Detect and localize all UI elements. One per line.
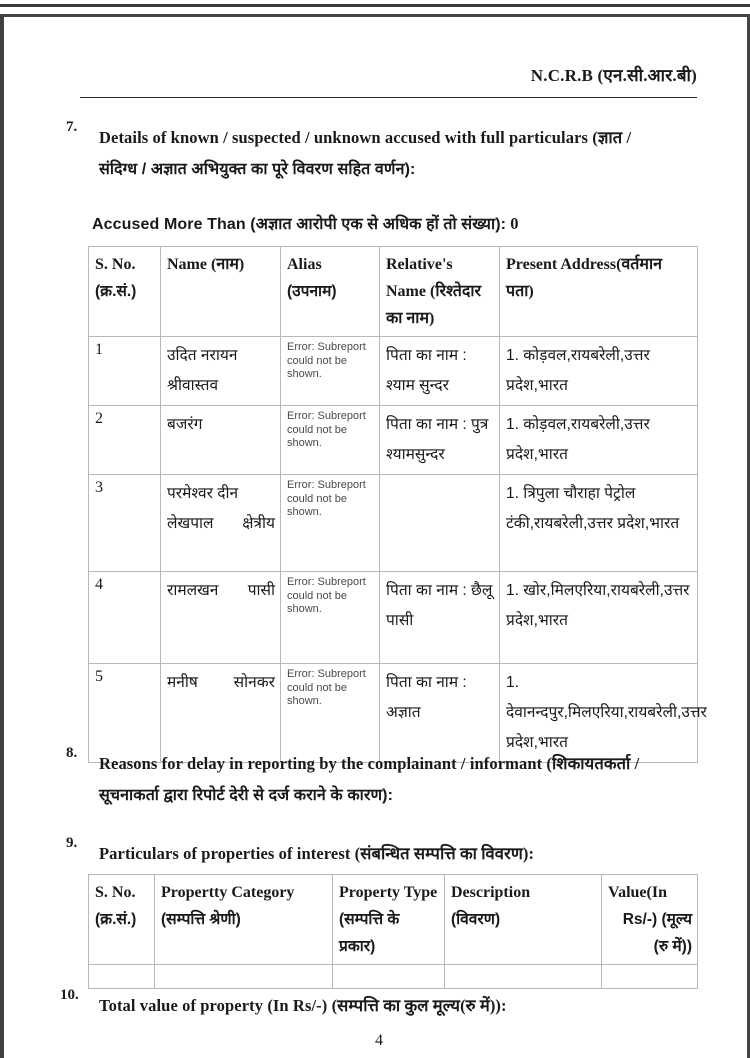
table-row <box>89 406 698 475</box>
document-header-title: N.C.R.B (एन.सी.आर.बी) <box>530 66 697 85</box>
accused-cell-name: बजरंग <box>161 406 281 475</box>
accused-col-relative <box>380 247 500 337</box>
property-col-type <box>333 875 445 965</box>
scan-top-edge <box>0 0 750 7</box>
accused-col-sno-en: S. No. <box>95 256 136 273</box>
accused-cell-alias: Error: Subreport could not be shown. <box>281 337 380 406</box>
property-cell-description <box>445 965 602 989</box>
table-row <box>89 337 698 406</box>
item-9-number: 9. <box>66 835 78 851</box>
property-col-sno-en: S. No. <box>95 884 136 901</box>
property-col-sno <box>89 875 155 965</box>
accused-more-than-label: Accused More Than (अज्ञात आरोपी एक से अधिक हों तो संख्या): <box>92 216 507 233</box>
accused-col-sno <box>89 247 161 337</box>
accused-cell-address: 1. देवानन्दपुर,मिलएरिया,रायबरेली,उत्तर प्रदेश,भारत <box>500 664 698 763</box>
accused-cell-address: 1. कोड़वल,रायबरेली,उत्तर प्रदेश,भारत <box>500 337 698 406</box>
accused-cell-alias: Error: Subreport could not be shown. <box>281 475 380 572</box>
property-col-category-en: Propertty Category <box>161 884 295 901</box>
accused-cell-relative: पिता का नाम : छैलू पासी <box>380 572 500 664</box>
item-8-text <box>99 748 709 812</box>
accused-col-alias-en: Alias <box>287 256 322 273</box>
table-row <box>89 572 698 664</box>
item-8-line-1: Reasons for delay in reporting by the complainant / informant (शिकायतकर्ता / <box>99 754 640 773</box>
property-col-sno-hi: (क्र.सं.) <box>95 911 137 928</box>
accused-col-name <box>161 247 281 337</box>
accused-cell-sno: 3 <box>89 475 161 572</box>
accused-cell-sno: 4 <box>89 572 161 664</box>
accused-col-name-en: Name (नाम) <box>167 256 245 273</box>
property-col-value <box>602 875 698 965</box>
item-9-line-1: Particulars of properties of interest (संबन्धित सम्पत्ति का विवरण): <box>99 844 535 863</box>
property-col-type-en: Property Type <box>339 884 438 901</box>
property-table-header-row <box>89 875 698 965</box>
property-col-category <box>155 875 333 965</box>
accused-cell-relative <box>380 475 500 572</box>
accused-cell-sno: 5 <box>89 664 161 763</box>
table-row <box>89 475 698 572</box>
accused-cell-alias: Error: Subreport could not be shown. <box>281 572 380 664</box>
property-col-type-hi: (सम्पत्ति के प्रकार) <box>339 911 400 955</box>
accused-cell-relative: पिता का नाम : श्याम सुन्दर <box>380 337 500 406</box>
accused-details-table <box>88 246 707 763</box>
accused-more-than-row <box>92 212 692 234</box>
accused-more-than-value: 0 <box>510 214 519 233</box>
property-cell-type <box>333 965 445 989</box>
item-10-number: 10. <box>60 987 79 1003</box>
accused-cell-address: 1. खोर,मिलएरिया,रायबरेली,उत्तर प्रदेश,भारत <box>500 572 698 664</box>
accused-cell-alias: Error: Subreport could not be shown. <box>281 406 380 475</box>
accused-col-alias-hi: (उपनाम) <box>287 283 337 300</box>
accused-cell-sno: 2 <box>89 406 161 475</box>
item-7-line-1: Details of known / suspected / unknown accused with full particulars (ज्ञात / <box>99 128 632 147</box>
document-page <box>0 14 750 1058</box>
accused-col-alias <box>281 247 380 337</box>
accused-col-relative-hi: Name (रिश्तेदार का नाम) <box>386 283 482 327</box>
accused-cell-name: रामलखन पासी <box>161 572 281 664</box>
property-particulars-table <box>88 874 698 989</box>
accused-cell-sno: 1 <box>89 337 161 406</box>
accused-col-address-en: Present Address(वर्तमान पता) <box>506 256 663 300</box>
accused-cell-alias: Error: Subreport could not be shown. <box>281 664 380 763</box>
accused-col-sno-hi: (क्र.सं.) <box>95 283 137 300</box>
accused-cell-address: 1. त्रिपुला चौराहा पेट्रोल टंकी,रायबरेली,उत्तर प्रदेश,भारत <box>500 475 698 572</box>
accused-col-address <box>500 247 698 337</box>
table-row <box>89 965 698 989</box>
header-divider <box>80 97 697 98</box>
item-9-text <box>99 838 709 870</box>
accused-table-header-row <box>89 247 698 337</box>
property-cell-value <box>602 965 698 989</box>
property-col-category-hi: (सम्पत्ति श्रेणी) <box>161 911 241 928</box>
accused-cell-relative: पिता का नाम : अज्ञात <box>380 664 500 763</box>
property-col-description-hi: (विवरण) <box>451 911 501 928</box>
item-10-text <box>99 990 697 1022</box>
item-8-number: 8. <box>66 745 78 761</box>
item-8-line-2: सूचनाकर्ता द्वारा रिपोर्ट देरी से दर्ज कराने के कारण): <box>99 787 394 804</box>
item-10-line-1: Total value of property (In Rs/-) (सम्पत्ति का कुल मूल्य(रु में)): <box>99 996 507 1015</box>
accused-col-relative-en: Relative's <box>386 256 453 273</box>
accused-cell-address: 1. कोड़वल,रायबरेली,उत्तर प्रदेश,भारत <box>500 406 698 475</box>
accused-cell-name: परमेश्वर दीन लेखपाल क्षेत्रीय <box>161 475 281 572</box>
property-col-description <box>445 875 602 965</box>
property-cell-sno <box>89 965 155 989</box>
property-col-value-en: Value(In <box>608 884 667 901</box>
property-col-value-hi: Rs/-) (मूल्य (रु में)) <box>622 911 692 955</box>
item-7-text <box>99 122 697 186</box>
item-7-number: 7. <box>66 119 78 135</box>
accused-cell-relative: पिता का नाम : पुत्र श्यामसुन्दर <box>380 406 500 475</box>
accused-cell-name: उदित नरायन श्रीवास्तव <box>161 337 281 406</box>
item-7-line-2: संदिग्ध / अज्ञात अभियुक्त का पूरे विवरण सहित वर्णन): <box>99 161 416 178</box>
page-number: 4 <box>375 1032 383 1049</box>
property-cell-category <box>155 965 333 989</box>
property-col-description-en: Description <box>451 884 531 901</box>
accused-cell-name: मनीष सोनकर <box>161 664 281 763</box>
